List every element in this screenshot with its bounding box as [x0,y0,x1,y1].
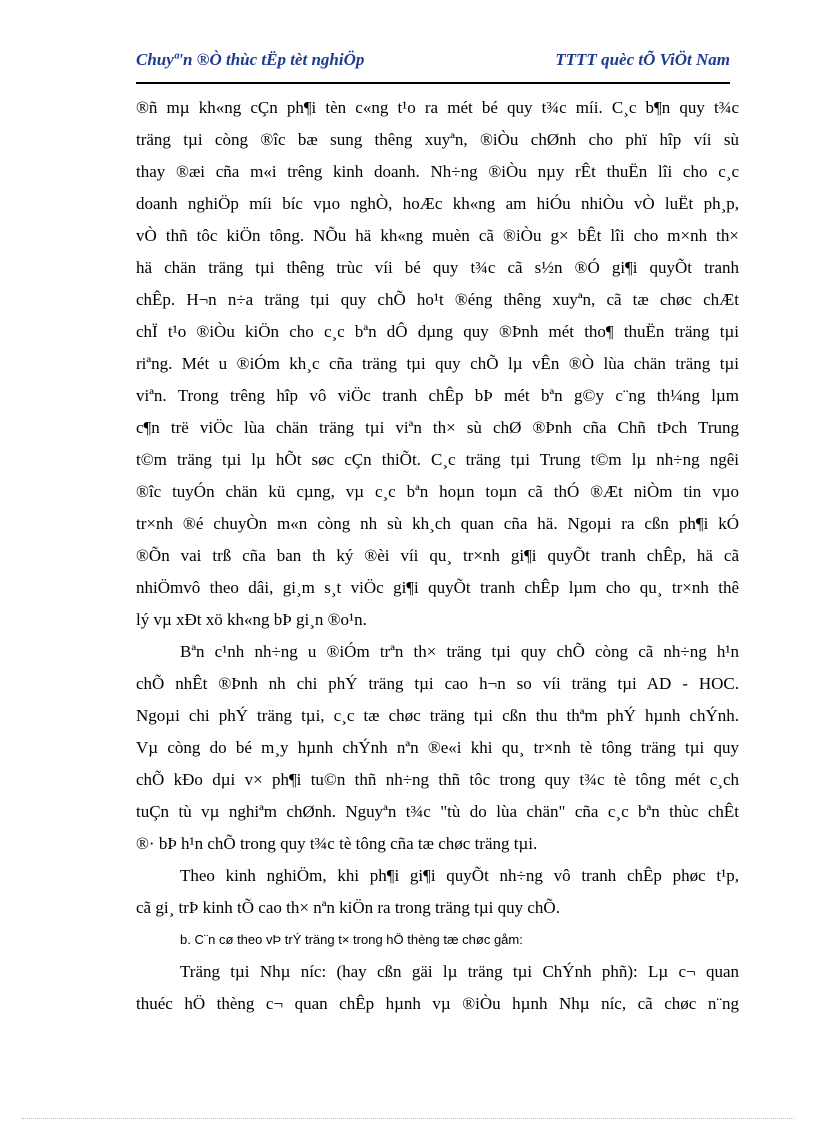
text-line: cã gi¸ trÞ kinh tÕ cao th× nªn kiÖn ra trong träng tµi quy chÕ. [136,898,560,917]
text-line: hä chän träng tµi thêng trùc víi bé quy t¾c cã s½n ®Ó gi¶i quyÕt tranh [136,258,739,277]
text-line: thuéc hÖ thèng c¬ quan chÊp hµnh vµ ®iÒu hµnh Nhµ níc, cã chøc n¨ng [136,994,739,1013]
text-line: t©m träng tµi lµ hÕt søc cÇn thiÕt. C¸c träng tµi Trung t©m lµ nh÷ng ngêi [136,450,739,469]
text-line: nhiÖmvô theo dâi, gi¸m s¸t viÖc gi¶i quyÕt tranh chÊp lµm cho qu¸ tr×nh thê [136,578,739,597]
text-line: doanh nghiÖp míi bíc vµo nghÒ, hoÆc kh«ng am hiÓu nhiÒu vÒ luËt ph¸p, [136,194,739,213]
text-line: riªng. Mét u ®iÓm kh¸c cña träng tµi quy chÕ lµ vÊn ®Ò lùa chän träng tµi [136,354,739,373]
section-heading: b. C¨n cø theo vÞ trÝ träng t× trong hÖ thèng tæ chøc gåm: [180,932,523,947]
text-line: thay ®æi cña m«i trêng kinh doanh. Nh÷ng ®iÒu nµy rÊt thuËn lîi cho c¸c [136,162,739,181]
text-line: träng tµi còng ®îc bæ sung thêng xuyªn, ®iÒu chØnh cho phï hîp víi sù [136,130,739,149]
text-line: lý vµ xÐt xö kh«ng bÞ gi¸n ®o¹n. [136,610,367,629]
text-line: chÕ kÐo dµi v× ph¶i tu©n thñ nh÷ng thñ tôc trong quy t¾c tè tông mét c¸ch [136,770,739,789]
text-line: vÒ thñ tôc kiÖn tông. NÕu hä kh«ng muèn cã ®iÒu g× bÊt lîi cho m×nh th× [136,226,739,245]
text-line: Träng tµi Nhµ níc: (hay cßn gäi lµ träng tµi ChÝnh phñ): Lµ c¬ quan [180,962,739,981]
text-line: tuÇn tù vµ nghiªm chØnh. Nguyªn t¾c "tù do lùa chän" cña c¸c bªn thùc chÊt [136,802,739,821]
running-header [136,46,730,84]
text-line: Ngoµi chi phÝ träng tµi, c¸c tæ chøc träng tµi cßn thu thªm phÝ hµnh chÝnh. [136,706,739,725]
text-line: ®· bÞ h¹n chÕ trong quy t¾c tè tông cña tæ chøc träng tµi. [136,834,538,853]
text-line: Vµ còng do bé m¸y hµnh chÝnh nªn ®e«i khi qu¸ tr×nh tè tông träng tµi quy [136,738,739,757]
header-title-left: Chuyª'n ®Ò thùc tËp tèt nghiÖp [136,50,365,69]
text-line: Bªn c¹nh nh÷ng u ®iÓm trªn th× träng tµi quy chÕ còng cã nh÷ng h¹n [180,642,739,661]
text-line: Theo kinh nghiÖm, khi ph¶i gi¶i quyÕt nh÷ng vô tranh chÊp phøc t¹p, [180,866,739,885]
text-line: ®ñ mµ kh«ng cÇn ph¶i tèn c«ng t¹o ra mét bé quy t¾c míi. C¸c b¶n quy t¾c [136,98,739,117]
page-bottom-rule [22,1118,794,1119]
text-line: chÊp. H¬n n÷a träng tµi quy chÕ ho¹t ®éng thêng xuyªn, cã tæ chøc chÆt [136,290,739,309]
text-line: c¶n trë viÖc lùa chän träng tµi viªn th× sù chØ ®Þnh cña Chñ tÞch Trung [136,418,739,437]
text-line: chÏ t¹o ®iÒu kiÖn cho c¸c bªn dÔ dµng quy ®Þnh mét tho¶ thuËn träng tµi [136,322,739,341]
text-line: ®Õn vai trß cña ban th ký ®èi víi qu¸ tr×nh gi¶i quyÕt tranh chÊp, hä cã [136,546,739,565]
body-text [136,92,739,1020]
header-title-right: TTTT quèc tÕ ViÖt Nam [555,50,730,69]
text-line: viªn. Trong trêng hîp vô viÖc tranh chÊp bÞ mét bªn g©y c¨ng th¼ng lµm [136,386,739,405]
text-line: ®îc tuyÓn chän kü cµng, vµ c¸c bªn hoµn toµn cã thÓ ®Æt niÒm tin vµo [136,482,739,501]
text-line: chÕ nhÊt ®Þnh nh chi phÝ träng tµi cao h¬n so víi träng tµi AD - HOC. [136,674,739,693]
text-line: tr×nh ®é chuyÒn m«n còng nh sù kh¸ch quan cña hä. Ngoµi ra cßn ph¶i kÓ [136,514,739,533]
